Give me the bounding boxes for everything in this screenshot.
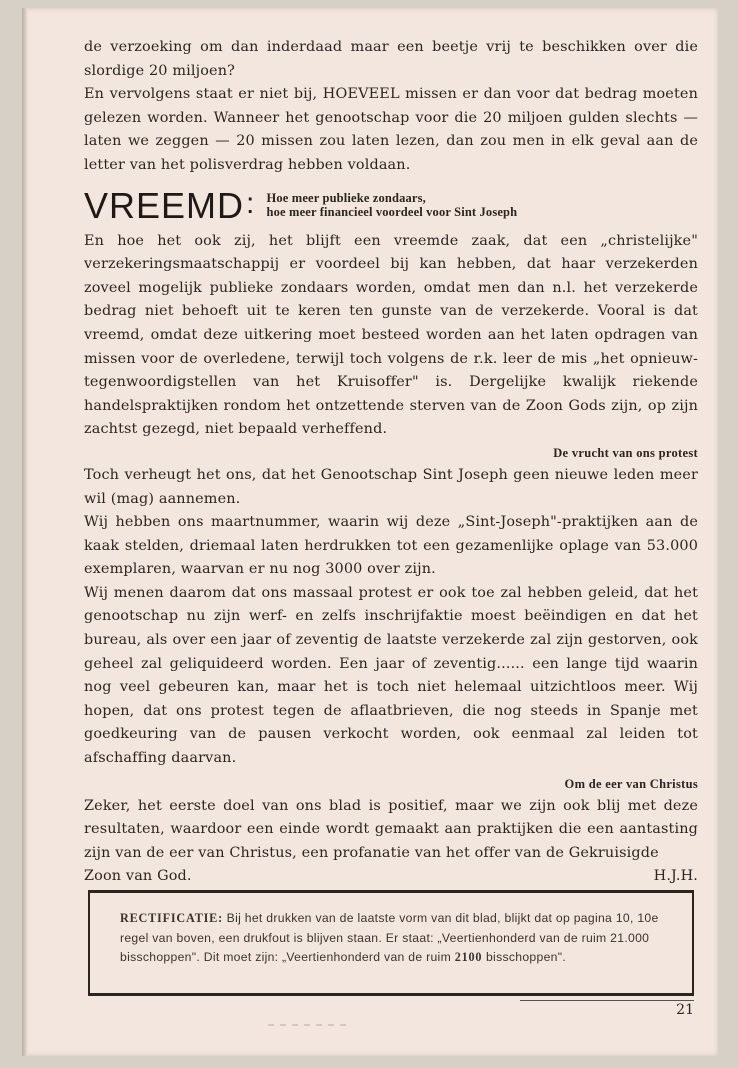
subheading-protest: De vrucht van ons protest (553, 445, 698, 460)
protest-paragraph-3: Wij menen daarom dat ons massaal protest er ook toe zal hebben geleid, dat het genootschap nu zijn werf- en zelfs inschrijfaktie moest beëindigen en dat het bureau, als over een jaar of zeventig de laatste verzekerde zal zijn gestorven, ook geheel zal geliquideerd worden. Een jaar of zeventig...... een lange tijd waarin nog veel gebeuren kan, maar het is toch niet helemaal uitzichtloos meer. Wij hopen, dat ons protest tegen de aflaatbrieven, die nog steeds in Spanje met goedkeuring van de pausen verkocht worden, ook eenmaal zal leiden tot afschaffing daarvan. (84, 584, 698, 767)
rectificatie-label: RECTIFICATIE: (120, 911, 223, 925)
heading-subtitle (267, 191, 518, 219)
eer-paragraph: Zeker, het eerste doel van ons blad is positief, maar we zijn ook blij met deze resultaten, waardoor een einde wordt gemaakt aan praktijken die een aantasting zijn van de eer van Christus, een profanatie van het offer van de Gekruisigde (84, 797, 698, 861)
rectificatie-text (120, 909, 670, 968)
rectificatie-box (88, 890, 694, 996)
heading-colon: : (246, 186, 255, 220)
heading-subtitle-line-2: hoe meer financieel voordeel voor Sint Joseph (266, 204, 518, 219)
intro-paragraph-2: En vervolgens staat er niet bij, HOEVEEL missen er dan voor dat bedrag moeten gelezen worden. Wanneer het genootschap voor die 20 miljoen gulden slechts — laten we zeggen — 20 missen zou laten lezen, dan zou men in elk geval aan de letter van het polisverdrag hebben voldaan. (84, 86, 698, 173)
protest-paragraph-2: Wij hebben ons maartnummer, waarin wij deze „Sint-Joseph"-praktijken aan de kaak stelden, driemaal laten herdrukken tot een gezamenlijke oplage van 53.000 exemplaren, waarvan er nu nog 3000 over zijn. (84, 514, 698, 578)
heading-subtitle-line-1: Hoe meer publieke zondaars, (266, 190, 426, 205)
subheading-eer: Om de eer van Christus (564, 776, 698, 791)
section-heading-vreemd (84, 184, 698, 226)
rectificatie-body-1: Bij het drukken van de laatste vorm van dit blad, blijkt dat op pagina 10, 10e regel van boven, een drukfout is blijven staan. Er staat: „Veertienhonderd van de ruim 21.000 bisschoppen". Dit moet zijn: „Veertienhonderd van de ruim (120, 911, 659, 964)
closing-line (84, 865, 698, 889)
rectificatie-number: 2100 (454, 950, 483, 964)
closing-text: Zoon van God. (84, 868, 192, 885)
protest-paragraph-1: Toch verheugt het ons, dat het Genootschap Sint Joseph geen nieuwe leden meer wil (mag) aannemen. (84, 466, 698, 507)
print-smudge (268, 1024, 348, 1026)
page-number: 21 (676, 1002, 694, 1018)
article-body (84, 36, 698, 889)
author-signature: H.J.H. (653, 868, 698, 885)
page-number-rule (520, 1000, 694, 1001)
vreemd-paragraph: En hoe het ook zij, het blijft een vreemde zaak, dat een „christelijke" verzekeringsmaatschappij er voordeel bij kan hebben, dat haar verzekerden zoveel mogelijk publieke zondaars worden, omdat men dan n.l. het verzekerde bedrag niet behoeft uit te keren ten gunste van de verzekerde. Vooral is dat vreemd, omdat deze uitkering moet besteed worden aan het laten opdragen van missen voor de overledene, terwijl toch volgens de r.k. leer de mis „het opnieuw-tegenwoordigstellen van het Kruisoffer" is. Dergelijke kwalijk riekende handelspraktijken rondom het ontzettende sterven van de Zoon Gods zijn, op zijn zachtst gezegd, niet bepaald verheffend. (84, 232, 698, 438)
heading-title: VREEMD (84, 184, 245, 226)
rectificatie-body-2: bisschoppen". (485, 950, 567, 964)
intro-paragraph-1: de verzoeking om dan inderdaad maar een beetje vrij te beschikken over die slordige 20 miljoen? (84, 39, 698, 79)
binding-edge (22, 8, 28, 1056)
